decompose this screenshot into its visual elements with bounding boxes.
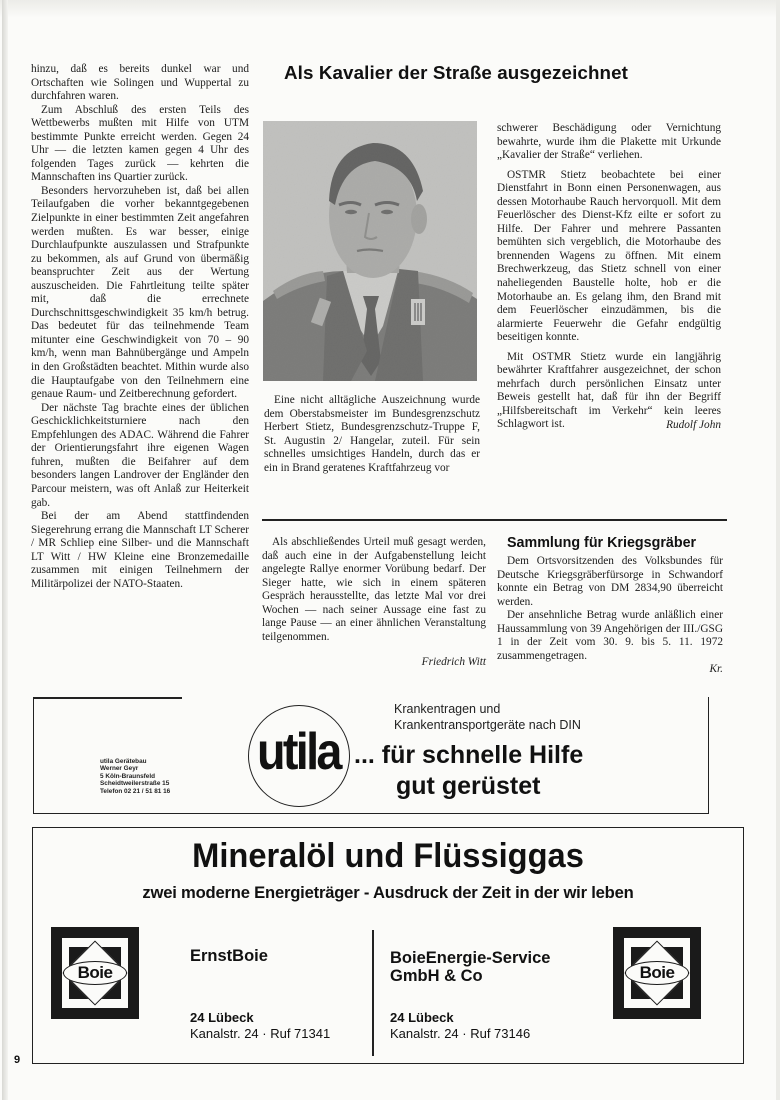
author-byline: Rudolf John bbox=[666, 418, 721, 431]
address-line: Telefon 02 21 / 51 81 16 bbox=[100, 787, 171, 795]
utila-logo-text: utila bbox=[257, 723, 340, 781]
company-name: ErnstBoie bbox=[190, 947, 268, 965]
paragraph: Besonders hervorzuheben ist, daß bei allen Teilaufgaben die vorher bekanntgegebenen Zielpunkte in einer bestimmten Zeit angefahren werden mußten. Es war besser, einige Durchlaufpunkte auszulassen und Strafpunkte zu bekommen, als auf Grund von übermäßig beanspruchter Zeit aus der Wertung auszuscheiden. Die Fahrtleitung teilte später mit, daß die errechnete Durchschnittsgeschwindigkeit 35 km/h betrug. Das bedeutet für das teilnehmende Team mitunter eine Geschwindigkeit von 70 – 90 km/h, wenn man Bahnübergänge und Ampeln in den Großstädten beachtet. Mithin wurde also die Hauptaufgabe von den Teilnehmern eine genaue Raum- und Zeitberechnung gefordert. bbox=[31, 184, 249, 401]
company-address: Kanalstr. 24 · Ruf 73146 bbox=[390, 1026, 531, 1041]
boie-logo-icon bbox=[51, 927, 139, 1019]
paragraph: hinzu, daß es bereits dunkel war und Ortschaften wie Solingen und Wuppertal zu durchfahren waren. bbox=[31, 63, 249, 103]
company-name-line-2: GmbH & Co bbox=[390, 967, 483, 985]
kavalier-headline: Als Kavalier der Straße ausgezeichnet bbox=[284, 62, 628, 83]
company-name-line-1: BoieEnergie-Service bbox=[390, 949, 551, 967]
utila-advertisement bbox=[33, 697, 709, 814]
kriegsgraeber-headline: Sammlung für Kriegsgräber bbox=[507, 535, 697, 551]
company-city: 24 Lübeck bbox=[390, 1010, 454, 1025]
portrait-photo-image bbox=[263, 121, 477, 381]
scan-binding-edge bbox=[2, 0, 8, 1100]
paragraph: OSTMR Stietz beobachtete bei einer Dienstfahrt in Bonn einen Personenwagen, aus dessen Motorhaube Rauch hervorquoll. Mit dem Feuerlöscher des Dienst-Kfz eilte er sofort zu Hilfe. Der Fahrer und mehrere Passanten bemühten sich vergeblich, die Motorhaube des brennenden Wagens zu öffnen. Mit einem Brechwerkzeug, das Stietz schnell von einer naheliegenden Baustelle holte, hob er die Motorhaube an. Es gelang ihm, den Brand mit dem Feuerlöscher einzudämmen, bis die alarmierte Feuerwehr die Gefahr endgültig beseitigen konnte. bbox=[497, 168, 721, 344]
address-line: Werner Geyr bbox=[100, 765, 139, 773]
section-divider bbox=[262, 519, 727, 521]
paragraph: Dem Ortsvorsitzenden des Volksbundes für Deutsche Kriegsgräberfürsorge in Schwandorf konnte ein Betrag von DM 2834,90 überreicht werden. bbox=[497, 555, 723, 608]
company-address: Kanalstr. 24 · Ruf 71341 bbox=[190, 1026, 331, 1041]
address-line: Scheidtweilerstraße 15 bbox=[100, 780, 170, 788]
address-line: 5 Köln-Braunsfeld bbox=[100, 772, 156, 780]
rally-article-continued bbox=[31, 63, 249, 591]
utila-logo bbox=[248, 705, 350, 807]
kriegsgraeber-article-body bbox=[497, 555, 723, 677]
portrait-photo bbox=[263, 121, 477, 381]
boie-logo-text: Boie bbox=[625, 961, 689, 985]
photo-caption bbox=[264, 394, 480, 475]
author-byline: Kr. bbox=[709, 663, 723, 676]
boie-ad-title: Mineralöl und Flüssiggas bbox=[192, 837, 584, 875]
product-line-1: Krankentragen und bbox=[394, 702, 501, 716]
paragraph: Mit OSTMR Stietz wurde ein langjährig bewährter Kraftfahrer ausgezeichnet, der schon mehrfach durch persönlichen Einsatz unter Beweis gestellt hat, daß für ihn der Begriff „Hilfsbereitschaft im Verkehr“ kein leeres Schlagwort ist. bbox=[497, 350, 721, 431]
boie-ad-subtitle: zwei moderne Energieträger - Ausdruck der Zeit in der wir leben bbox=[142, 883, 634, 902]
utila-slogan-line-2: gut gerüstet bbox=[396, 772, 541, 800]
boie-logo-text: Boie bbox=[63, 961, 127, 985]
utila-slogan-line-1: ... für schnelle Hilfe bbox=[354, 741, 584, 769]
scan-edge-top bbox=[0, 0, 780, 18]
author-byline: Friedrich Witt bbox=[421, 656, 486, 669]
address-line: utila Gerätebau bbox=[100, 758, 147, 765]
company-name bbox=[390, 949, 551, 985]
caption-text: Eine nicht alltägliche Auszeichnung wurde dem Oberstabsmeister im Bundesgrenzschutz Herbert Stietz, Bundesgrenzschutz-Truppe F, St. Augustin 2/ Hangelar, zuteil. Für sein schnelles umsichtiges Handeln, durch das er ein in Brand geratenes Kraftfahrzeug vor bbox=[264, 394, 480, 474]
paragraph: Zum Abschluß des ersten Teils des Wettbewerbs mußten mit Hilfe von UTM bestimmte Punkte erreicht werden. Gegen 24 Uhr — die letzten kamen gegen 4 Uhr des folgenden Tages zurück — kehrten die Mannschaften ins Quartier zurück. bbox=[31, 103, 249, 184]
ad-column-divider bbox=[372, 930, 374, 1056]
scan-edge-right bbox=[776, 0, 780, 1100]
rally-article-conclusion bbox=[262, 536, 486, 670]
company-city: 24 Lübeck bbox=[190, 1010, 254, 1025]
ad-border bbox=[34, 697, 182, 699]
page-number: 9 bbox=[14, 1054, 21, 1066]
paragraph: Bei der am Abend stattfindenden Siegerehrung errang die Mannschaft LT Scherer / MR Schliep eine Silber- und die Mannschaft LT Witt / HW Kleine eine Bronzemedaille zusammen mit einigen Teilnehmern der Militärpolizei der NATO-Staaten. bbox=[31, 510, 249, 590]
paragraph: Der ansehnliche Betrag wurde anläßlich einer Haussammlung von 39 Angehörigen der III./GSG 1 in der Zeit vom 30. 9. bis 5. 11. 1972 zusammengetragen. bbox=[497, 609, 723, 662]
paragraph: Der nächste Tag brachte eines der üblichen Geschicklichkeitsturniere nach den Empfehlungen des ADAC. Während die Fahrer der Orientierungsfahrt ihre eigenen Wagen fuhren, mußten die Beifahrer auf dem besonders langen Landrover der Engländer den Parcour meistern, was oft Anlaß zur Heiterkeit gab. bbox=[31, 401, 249, 509]
utila-address-block bbox=[100, 758, 170, 795]
product-line-2: Krankentransportgeräte nach DIN bbox=[394, 718, 581, 732]
boie-advertisement bbox=[32, 827, 744, 1064]
paragraph: Als abschließendes Urteil muß gesagt werden, daß auch eine in der Aufgabenstellung leicht angelegte Rallye enormer Vorübung bedarf. Der Sieger hatte, wie sich in einem späteren Gespräch herausstellte, das letzte Mal vor drei Wochen — nach seiner Aussage eine fast zu lange Pause — an einer ähnlichen Veranstaltung teilgenommen. bbox=[262, 536, 486, 643]
paragraph: schwerer Beschädigung oder Vernichtung bewahrte, wurde ihm die Plakette mit Urkunde „Kavalier der Straße“ verliehen. bbox=[497, 122, 721, 162]
boie-logo-icon bbox=[613, 927, 701, 1019]
utila-product-line bbox=[394, 701, 581, 733]
kavalier-article-body bbox=[497, 122, 721, 432]
